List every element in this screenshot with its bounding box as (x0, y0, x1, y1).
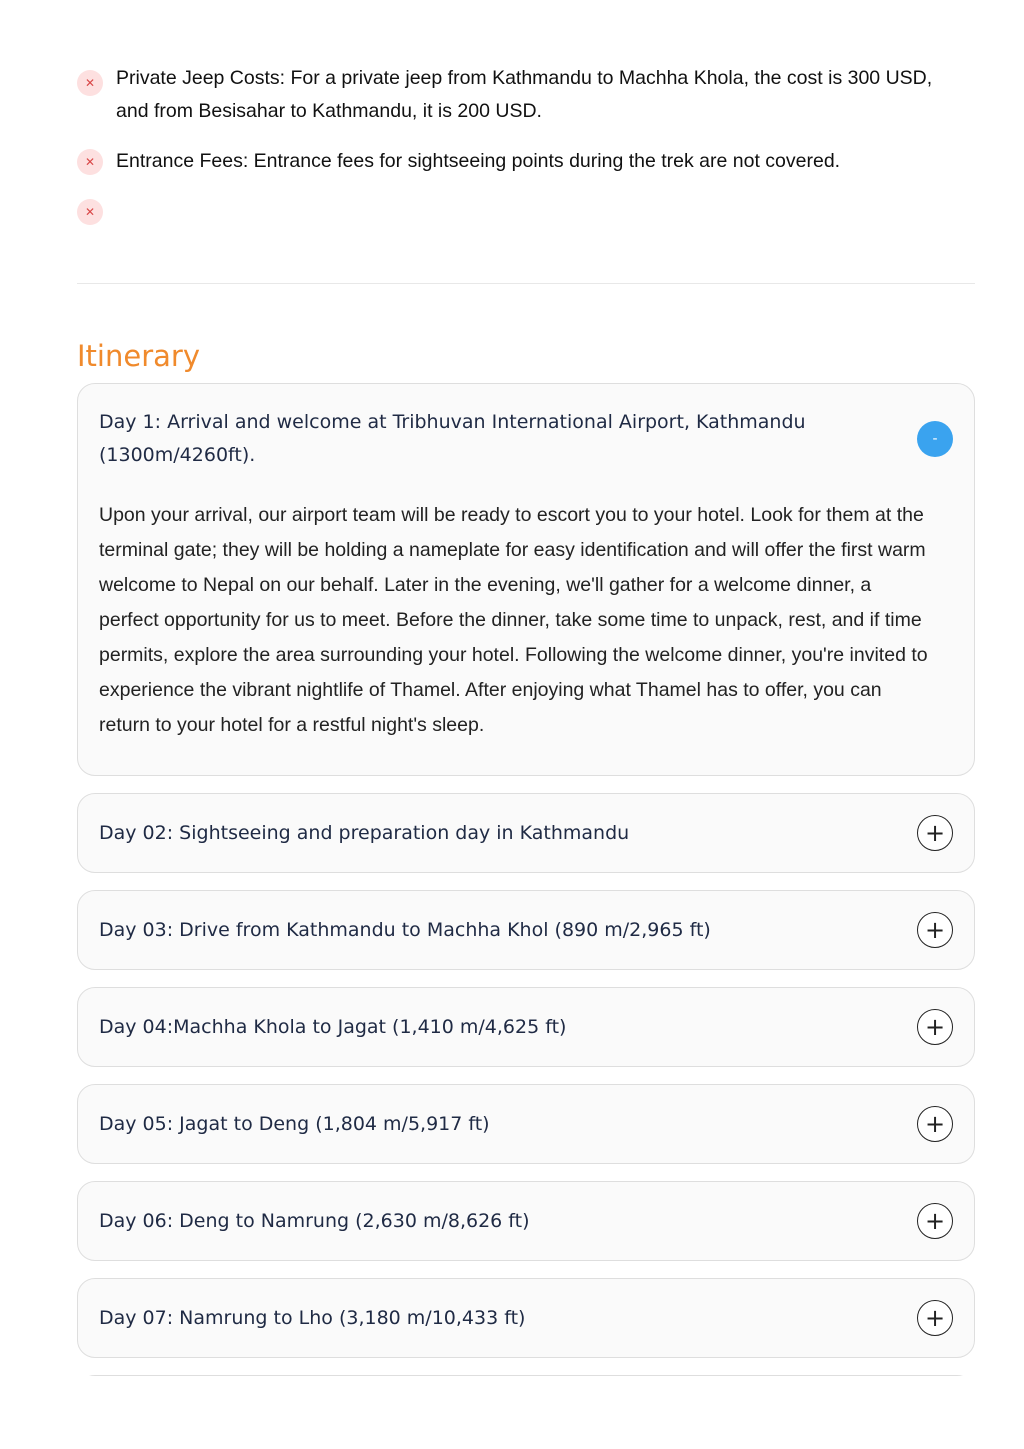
day-title: Day 03: Drive from Kathmandu to Machha Khol (890 m/2,965 ft) (99, 918, 711, 941)
expand-button[interactable]: + (917, 912, 953, 948)
expand-button[interactable]: + (917, 1106, 953, 1142)
accordion-header[interactable] (78, 1085, 974, 1163)
itinerary-day-next[interactable] (77, 1375, 975, 1376)
day-title: Day 06: Deng to Namrung (2,630 m/8,626 ft) (99, 1209, 530, 1232)
exclude-item (77, 145, 957, 178)
expand-button[interactable]: + (917, 1203, 953, 1239)
expand-button[interactable]: + (917, 1300, 953, 1336)
exclude-text: Entrance Fees: Entrance fees for sightseeing points during the trek are not covered. (116, 150, 841, 172)
accordion-header[interactable] (78, 988, 974, 1066)
itinerary-day-7 (77, 1278, 975, 1358)
excludes-list (77, 62, 957, 245)
accordion-header[interactable] (78, 384, 974, 472)
itinerary-day-1 (77, 383, 975, 776)
itinerary-day-4 (77, 987, 975, 1067)
exclude-text: Private Jeep Costs: For a private jeep from Kathmandu to Machha Khola, the cost is 300 USD, and from Besisahar to Kathmandu, it is 200 USD. (116, 67, 933, 122)
section-title: Itinerary (77, 339, 200, 373)
accordion-header[interactable] (78, 1182, 974, 1260)
accordion-header[interactable] (78, 891, 974, 969)
itinerary-day-5 (77, 1084, 975, 1164)
collapse-button[interactable]: - (917, 421, 953, 457)
day-title: Day 05: Jagat to Deng (1,804 m/5,917 ft) (99, 1112, 490, 1135)
itinerary-day-6 (77, 1181, 975, 1261)
day-title: Day 04:Machha Khola to Jagat (1,410 m/4,625 ft) (99, 1015, 567, 1038)
exclude-item (77, 195, 957, 228)
section-divider (77, 283, 975, 284)
x-icon: ✕ (77, 70, 103, 96)
x-icon: ✕ (77, 199, 103, 225)
day-title: Day 07: Namrung to Lho (3,180 m/10,433 ft) (99, 1306, 526, 1329)
exclude-item (77, 62, 957, 128)
day-title: Day 1: Arrival and welcome at Tribhuvan International Airport, Kathmandu (1300m/4260ft). (99, 411, 806, 466)
day-title: Day 02: Sightseeing and preparation day in Kathmandu (99, 821, 630, 844)
accordion-header[interactable] (78, 794, 974, 872)
accordion-header[interactable] (78, 1279, 974, 1357)
x-icon: ✕ (77, 149, 103, 175)
itinerary-day-3 (77, 890, 975, 970)
day-description: Upon your arrival, our airport team will be ready to escort you to your hotel. Look for them at the terminal gate; they will be holding a nameplate for easy identification and will offer the first warm welcome to Nepal on our behalf. Later in the evening, we'll gather for a welcome dinner, a perfect opportunity for us to meet. Before the dinner, take some time to unpack, rest, and if time permits, explore the area surrounding your hotel. Following the welcome dinner, you're invited to experience the vibrant nightlife of Thamel. After enjoying what Thamel has to offer, you can return to your hotel for a restful night's sleep. (99, 504, 928, 736)
itinerary-day-2 (77, 793, 975, 873)
expand-button[interactable]: + (917, 1009, 953, 1045)
itinerary-accordion (77, 383, 975, 1376)
expand-button[interactable]: + (917, 815, 953, 851)
